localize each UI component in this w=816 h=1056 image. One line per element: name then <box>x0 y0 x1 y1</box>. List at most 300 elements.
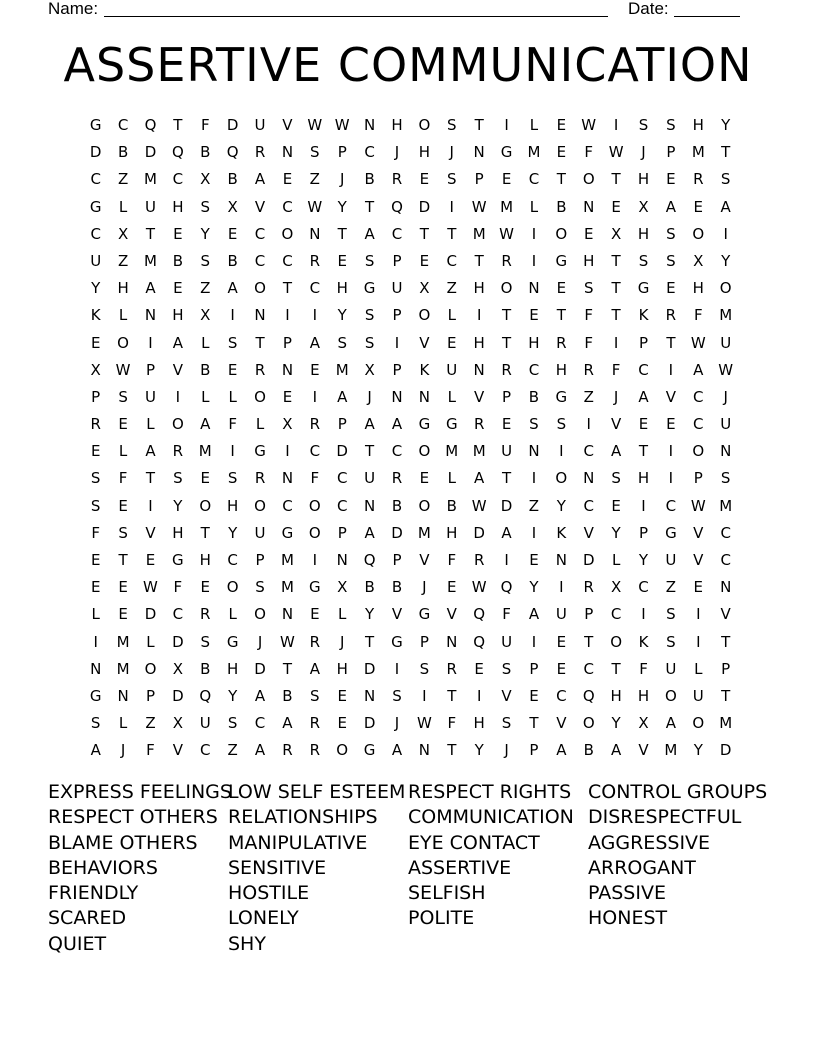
grid-letter[interactable]: V <box>720 605 731 624</box>
grid-letter[interactable]: E <box>419 170 430 189</box>
grid-letter[interactable]: C <box>90 170 101 189</box>
grid-letter[interactable]: M <box>527 143 541 162</box>
grid-letter[interactable]: O <box>254 387 266 406</box>
grid-letter[interactable]: R <box>391 469 403 488</box>
grid-letter[interactable]: D <box>144 143 157 162</box>
grid-letter[interactable]: E <box>529 551 539 569</box>
grid-letter[interactable]: T <box>173 116 183 134</box>
grid-letter[interactable]: C <box>720 551 731 569</box>
grid-letter[interactable]: Z <box>665 578 677 597</box>
grid-letter[interactable]: R <box>391 170 403 189</box>
grid-letter[interactable]: D <box>582 551 595 569</box>
grid-letter[interactable]: B <box>364 170 375 189</box>
grid-letter[interactable]: A <box>200 415 211 434</box>
grid-letter[interactable]: N <box>473 143 485 162</box>
grid-letter[interactable]: W <box>307 116 323 134</box>
grid-letter[interactable]: M <box>445 442 459 461</box>
grid-letter[interactable]: K <box>638 632 649 651</box>
grid-letter[interactable]: H <box>555 360 567 379</box>
grid-letter[interactable]: F <box>200 116 210 134</box>
grid-letter[interactable]: P <box>584 605 594 624</box>
grid-letter[interactable]: I <box>531 632 537 651</box>
grid-letter[interactable]: G <box>254 442 266 461</box>
grid-letter[interactable]: E <box>447 333 457 352</box>
grid-letter[interactable]: B <box>364 578 375 597</box>
grid-letter[interactable]: S <box>556 415 567 434</box>
grid-letter[interactable]: I <box>504 551 509 569</box>
grid-letter[interactable]: C <box>638 360 649 379</box>
grid-letter[interactable]: E <box>118 415 128 434</box>
grid-letter[interactable]: O <box>418 116 431 134</box>
grid-letter[interactable]: I <box>696 605 701 624</box>
grid-letter[interactable]: L <box>91 605 100 624</box>
grid-letter[interactable]: A <box>172 333 183 352</box>
grid-letter[interactable]: S <box>666 632 676 651</box>
grid-letter[interactable]: S <box>364 333 375 352</box>
grid-letter[interactable]: C <box>227 551 238 569</box>
grid-letter[interactable]: X <box>200 170 211 189</box>
grid-letter[interactable]: N <box>473 360 485 379</box>
grid-letter[interactable]: L <box>338 605 347 624</box>
grid-letter[interactable]: E <box>173 224 183 243</box>
grid-letter[interactable]: H <box>446 523 458 542</box>
grid-letter[interactable]: S <box>447 170 457 189</box>
grid-letter[interactable]: X <box>638 197 649 216</box>
grid-letter[interactable]: O <box>610 632 623 651</box>
grid-letter[interactable]: P <box>638 333 649 352</box>
grid-letter[interactable]: B <box>446 496 457 515</box>
grid-letter[interactable]: C <box>610 605 622 624</box>
grid-letter[interactable]: O <box>555 224 568 243</box>
grid-letter[interactable]: M <box>719 306 733 325</box>
grid-letter[interactable]: H <box>227 659 239 678</box>
grid-letter[interactable]: E <box>666 279 676 298</box>
grid-letter[interactable]: E <box>638 415 649 434</box>
grid-letter[interactable]: H <box>473 714 485 733</box>
grid-letter[interactable]: N <box>583 469 595 488</box>
grid-letter[interactable]: J <box>394 714 400 733</box>
grid-letter[interactable]: N <box>418 741 430 760</box>
grid-letter[interactable]: A <box>610 442 622 461</box>
grid-letter[interactable]: J <box>339 170 345 189</box>
grid-letter[interactable]: O <box>692 442 705 461</box>
grid-letter[interactable]: J <box>613 387 619 406</box>
grid-letter[interactable]: D <box>473 523 485 542</box>
grid-letter[interactable]: O <box>199 496 212 515</box>
grid-letter[interactable]: X <box>610 578 622 597</box>
grid-letter[interactable]: E <box>90 442 101 461</box>
grid-letter[interactable]: A <box>665 197 677 216</box>
grid-letter[interactable]: Y <box>611 714 621 733</box>
grid-letter[interactable]: C <box>364 143 375 162</box>
grid-letter[interactable]: V <box>446 605 457 624</box>
grid-letter[interactable]: W <box>307 197 323 216</box>
grid-letter[interactable]: L <box>146 415 155 434</box>
grid-letter[interactable]: I <box>613 333 619 352</box>
grid-letter[interactable]: M <box>472 442 486 461</box>
grid-letter[interactable]: X <box>337 578 348 597</box>
grid-letter[interactable]: C <box>90 224 101 243</box>
grid-letter[interactable]: R <box>254 469 266 488</box>
grid-letter[interactable]: Y <box>200 224 210 243</box>
grid-letter[interactable]: S <box>364 251 375 270</box>
grid-letter[interactable]: K <box>90 306 101 325</box>
grid-letter[interactable]: I <box>723 224 728 243</box>
grid-letter[interactable]: S <box>200 197 211 216</box>
grid-letter[interactable]: S <box>666 116 676 134</box>
grid-letter[interactable]: P <box>693 469 703 488</box>
grid-letter[interactable]: H <box>172 197 184 216</box>
grid-letter[interactable]: H <box>692 279 704 298</box>
grid-letter[interactable]: G <box>445 415 458 434</box>
grid-letter[interactable]: Z <box>446 279 457 298</box>
grid-letter[interactable]: U <box>254 523 266 542</box>
grid-letter[interactable]: N <box>528 279 540 298</box>
grid-letter[interactable]: A <box>254 686 266 705</box>
grid-letter[interactable]: K <box>419 360 430 379</box>
grid-letter[interactable]: B <box>172 251 184 270</box>
grid-letter[interactable]: H <box>473 333 485 352</box>
grid-letter[interactable]: E <box>501 415 512 434</box>
grid-letter[interactable]: H <box>610 686 622 705</box>
grid-letter[interactable]: T <box>145 469 156 488</box>
grid-letter[interactable]: H <box>637 686 650 705</box>
grid-letter[interactable]: F <box>173 578 183 597</box>
grid-letter[interactable]: D <box>144 605 157 624</box>
grid-letter[interactable]: Q <box>391 197 403 216</box>
grid-letter[interactable]: S <box>720 170 731 189</box>
grid-letter[interactable]: D <box>418 197 431 216</box>
grid-letter[interactable]: N <box>720 442 732 461</box>
grid-letter[interactable]: A <box>227 279 238 298</box>
grid-letter[interactable]: C <box>282 251 293 270</box>
grid-letter[interactable]: P <box>145 686 155 705</box>
grid-letter[interactable]: C <box>254 714 266 733</box>
grid-letter[interactable]: W <box>471 578 487 597</box>
grid-letter[interactable]: C <box>693 415 704 434</box>
grid-letter[interactable]: H <box>172 306 184 325</box>
grid-letter[interactable]: S <box>501 714 512 733</box>
grid-letter[interactable]: E <box>556 279 567 298</box>
grid-letter[interactable]: S <box>90 496 101 515</box>
grid-letter[interactable]: V <box>282 116 293 134</box>
grid-letter[interactable]: B <box>583 741 594 760</box>
grid-letter[interactable]: X <box>638 714 649 733</box>
grid-letter[interactable]: Y <box>721 251 731 270</box>
grid-letter[interactable]: T <box>447 741 457 760</box>
grid-letter[interactable]: M <box>472 224 486 243</box>
grid-letter[interactable]: G <box>172 551 184 569</box>
grid-letter[interactable]: H <box>172 523 184 542</box>
grid-letter[interactable]: E <box>227 360 238 379</box>
grid-letter[interactable]: S <box>173 469 183 488</box>
grid-letter[interactable]: N <box>363 116 376 134</box>
grid-letter[interactable]: L <box>611 551 621 569</box>
grid-letter[interactable]: L <box>447 306 456 325</box>
grid-letter[interactable]: R <box>473 415 485 434</box>
grid-letter[interactable]: H <box>528 333 540 352</box>
grid-letter[interactable]: U <box>199 714 211 733</box>
grid-letter[interactable]: Y <box>693 741 703 760</box>
grid-letter[interactable]: G <box>89 116 102 134</box>
grid-letter[interactable]: V <box>474 387 485 406</box>
grid-letter[interactable]: T <box>611 306 621 325</box>
grid-letter[interactable]: F <box>639 659 648 678</box>
grid-letter[interactable]: E <box>447 578 457 597</box>
grid-letter[interactable]: R <box>309 251 321 270</box>
grid-letter[interactable]: S <box>310 686 320 705</box>
grid-letter[interactable]: C <box>583 659 594 678</box>
grid-letter[interactable]: X <box>172 714 183 733</box>
grid-letter[interactable]: I <box>422 686 427 705</box>
grid-letter[interactable]: V <box>172 360 183 379</box>
grid-letter[interactable]: J <box>257 632 263 651</box>
grid-letter[interactable]: T <box>611 659 621 678</box>
grid-letter[interactable]: B <box>282 686 293 705</box>
grid-letter[interactable]: T <box>501 306 512 325</box>
grid-letter[interactable]: L <box>118 714 128 733</box>
grid-letter[interactable]: T <box>474 251 484 270</box>
grid-letter[interactable]: W <box>690 496 706 515</box>
grid-letter[interactable]: I <box>531 251 537 270</box>
grid-letter[interactable]: H <box>336 279 348 298</box>
grid-letter[interactable]: Q <box>226 143 239 162</box>
grid-letter[interactable]: V <box>638 741 649 760</box>
grid-letter[interactable]: E <box>145 551 156 569</box>
grid-letter[interactable]: E <box>200 578 210 597</box>
grid-letter[interactable]: I <box>449 197 454 216</box>
grid-letter[interactable]: H <box>418 143 431 162</box>
grid-letter[interactable]: T <box>255 333 265 352</box>
grid-letter[interactable]: Y <box>228 686 238 705</box>
grid-letter[interactable]: C <box>720 523 731 542</box>
grid-letter[interactable]: E <box>118 578 128 597</box>
grid-letter[interactable]: A <box>145 442 156 461</box>
grid-letter[interactable]: B <box>528 387 540 406</box>
grid-letter[interactable]: S <box>720 469 731 488</box>
grid-letter[interactable]: P <box>392 360 402 379</box>
grid-letter[interactable]: D <box>719 741 732 760</box>
grid-letter[interactable]: U <box>144 197 156 216</box>
grid-letter[interactable]: W <box>143 578 158 597</box>
grid-letter[interactable]: D <box>336 442 348 461</box>
grid-letter[interactable]: S <box>666 251 676 270</box>
grid-letter[interactable]: G <box>555 387 568 406</box>
grid-letter[interactable]: N <box>281 605 294 624</box>
grid-letter[interactable]: Q <box>473 632 486 651</box>
grid-letter[interactable]: Y <box>529 578 539 597</box>
grid-letter[interactable]: A <box>309 659 320 678</box>
grid-letter[interactable]: P <box>392 251 402 270</box>
grid-letter[interactable]: M <box>664 741 678 760</box>
grid-letter[interactable]: U <box>144 387 156 406</box>
grid-letter[interactable]: A <box>528 605 540 624</box>
grid-letter[interactable]: G <box>89 686 102 705</box>
grid-letter[interactable]: A <box>474 469 485 488</box>
grid-letter[interactable]: T <box>447 224 457 243</box>
grid-letter[interactable]: N <box>555 551 567 569</box>
grid-letter[interactable]: P <box>337 143 347 162</box>
grid-letter[interactable]: A <box>364 224 375 243</box>
grid-letter[interactable]: S <box>583 279 594 298</box>
grid-letter[interactable]: T <box>447 686 457 705</box>
grid-letter[interactable]: T <box>200 523 210 542</box>
grid-letter[interactable]: R <box>501 251 512 270</box>
grid-letter[interactable]: H <box>637 469 650 488</box>
grid-letter[interactable]: E <box>419 251 430 270</box>
grid-letter[interactable]: J <box>723 387 728 406</box>
grid-letter[interactable]: F <box>611 360 621 379</box>
grid-letter[interactable]: H <box>637 224 650 243</box>
grid-letter[interactable]: J <box>504 741 509 760</box>
grid-letter[interactable]: A <box>90 741 101 760</box>
grid-letter[interactable]: N <box>528 442 540 461</box>
grid-letter[interactable]: L <box>447 469 456 488</box>
grid-letter[interactable]: T <box>282 279 293 298</box>
grid-letter[interactable]: W <box>499 224 514 243</box>
grid-letter[interactable]: X <box>90 360 101 379</box>
grid-letter[interactable]: B <box>227 170 238 189</box>
grid-letter[interactable]: U <box>555 605 567 624</box>
grid-letter[interactable]: W <box>690 333 706 352</box>
grid-letter[interactable]: N <box>254 306 266 325</box>
grid-letter[interactable]: I <box>394 333 400 352</box>
grid-letter[interactable]: Q <box>171 143 184 162</box>
grid-letter[interactable]: R <box>693 170 704 189</box>
grid-letter[interactable]: O <box>254 605 266 624</box>
grid-letter[interactable]: I <box>148 496 153 515</box>
grid-letter[interactable]: W <box>718 360 734 379</box>
grid-letter[interactable]: V <box>556 714 567 733</box>
grid-letter[interactable]: I <box>696 632 701 651</box>
grid-letter[interactable]: E <box>501 170 512 189</box>
grid-letter[interactable]: S <box>666 605 676 624</box>
grid-letter[interactable]: C <box>336 469 348 488</box>
grid-letter[interactable]: D <box>254 659 266 678</box>
grid-letter[interactable]: C <box>309 279 321 298</box>
grid-letter[interactable]: I <box>641 605 646 624</box>
grid-letter[interactable]: A <box>364 523 375 542</box>
grid-letter[interactable]: R <box>90 415 101 434</box>
grid-letter[interactable]: F <box>447 714 457 733</box>
grid-letter[interactable]: S <box>638 116 649 134</box>
grid-letter[interactable]: J <box>120 741 126 760</box>
grid-letter[interactable]: K <box>638 306 649 325</box>
grid-letter[interactable]: Q <box>500 578 513 597</box>
grid-letter[interactable]: E <box>583 224 594 243</box>
grid-letter[interactable]: S <box>90 714 101 733</box>
grid-letter[interactable]: S <box>364 306 375 325</box>
grid-letter[interactable]: M <box>500 197 514 216</box>
grid-letter[interactable]: P <box>529 741 539 760</box>
grid-letter[interactable]: T <box>611 251 621 270</box>
grid-letter[interactable]: R <box>172 442 184 461</box>
grid-letter[interactable]: U <box>391 279 403 298</box>
grid-letter[interactable]: T <box>145 224 156 243</box>
grid-letter[interactable]: D <box>226 116 239 134</box>
grid-letter[interactable]: E <box>666 170 676 189</box>
grid-letter[interactable]: A <box>693 360 704 379</box>
grid-letter[interactable]: R <box>309 415 321 434</box>
grid-letter[interactable]: S <box>392 686 402 705</box>
grid-letter[interactable]: L <box>228 387 237 406</box>
grid-letter[interactable]: T <box>666 333 676 352</box>
grid-letter[interactable]: I <box>613 116 619 134</box>
grid-letter[interactable]: C <box>336 496 348 515</box>
grid-letter[interactable]: X <box>200 306 211 325</box>
grid-letter[interactable]: P <box>502 387 512 406</box>
grid-letter[interactable]: E <box>611 197 621 216</box>
grid-letter[interactable]: M <box>691 143 705 162</box>
grid-letter[interactable]: S <box>118 387 128 406</box>
grid-letter[interactable]: H <box>336 659 348 678</box>
grid-letter[interactable]: G <box>363 741 376 760</box>
grid-letter[interactable]: P <box>474 170 484 189</box>
grid-letter[interactable]: H <box>583 251 595 270</box>
grid-letter[interactable]: T <box>721 686 731 705</box>
grid-letter[interactable]: G <box>555 251 568 270</box>
grid-letter[interactable]: M <box>144 170 157 189</box>
grid-letter[interactable]: R <box>665 306 677 325</box>
grid-letter[interactable]: P <box>666 143 676 162</box>
grid-letter[interactable]: X <box>282 415 293 434</box>
grid-letter[interactable]: E <box>90 578 101 597</box>
grid-letter[interactable]: I <box>476 686 482 705</box>
grid-letter[interactable]: H <box>637 170 650 189</box>
grid-letter[interactable]: W <box>581 116 597 134</box>
grid-letter[interactable]: E <box>200 469 210 488</box>
grid-letter[interactable]: N <box>720 578 732 597</box>
grid-letter[interactable]: L <box>201 333 210 352</box>
grid-letter[interactable]: M <box>719 714 733 733</box>
grid-letter[interactable]: V <box>501 686 512 705</box>
grid-letter[interactable]: I <box>586 415 591 434</box>
name-line[interactable] <box>104 16 608 17</box>
grid-letter[interactable]: R <box>254 143 266 162</box>
grid-letter[interactable]: E <box>337 714 347 733</box>
grid-letter[interactable]: E <box>310 605 320 624</box>
grid-letter[interactable]: H <box>391 116 403 134</box>
grid-letter[interactable]: E <box>556 632 567 651</box>
grid-letter[interactable]: G <box>665 523 677 542</box>
grid-letter[interactable]: I <box>476 306 482 325</box>
grid-letter[interactable]: G <box>418 605 431 624</box>
grid-letter[interactable]: N <box>309 224 321 243</box>
grid-letter[interactable]: E <box>227 224 238 243</box>
grid-letter[interactable]: D <box>363 714 376 733</box>
grid-letter[interactable]: G <box>89 197 102 216</box>
grid-letter[interactable]: G <box>391 632 403 651</box>
grid-letter[interactable]: V <box>693 523 704 542</box>
grid-letter[interactable]: I <box>312 387 318 406</box>
grid-letter[interactable]: M <box>144 251 157 270</box>
grid-letter[interactable]: P <box>337 415 347 434</box>
grid-letter[interactable]: Z <box>528 496 540 515</box>
grid-letter[interactable]: V <box>419 333 430 352</box>
grid-letter[interactable]: X <box>172 659 183 678</box>
grid-letter[interactable]: I <box>668 469 674 488</box>
grid-letter[interactable]: U <box>254 116 266 134</box>
grid-letter[interactable]: F <box>118 469 128 488</box>
grid-letter[interactable]: L <box>201 387 210 406</box>
grid-letter[interactable]: P <box>337 523 347 542</box>
grid-letter[interactable]: U <box>720 415 732 434</box>
grid-letter[interactable]: A <box>282 714 293 733</box>
grid-letter[interactable]: X <box>693 251 704 270</box>
grid-letter[interactable]: L <box>118 306 128 325</box>
grid-letter[interactable]: T <box>474 116 484 134</box>
grid-letter[interactable]: N <box>144 306 157 325</box>
